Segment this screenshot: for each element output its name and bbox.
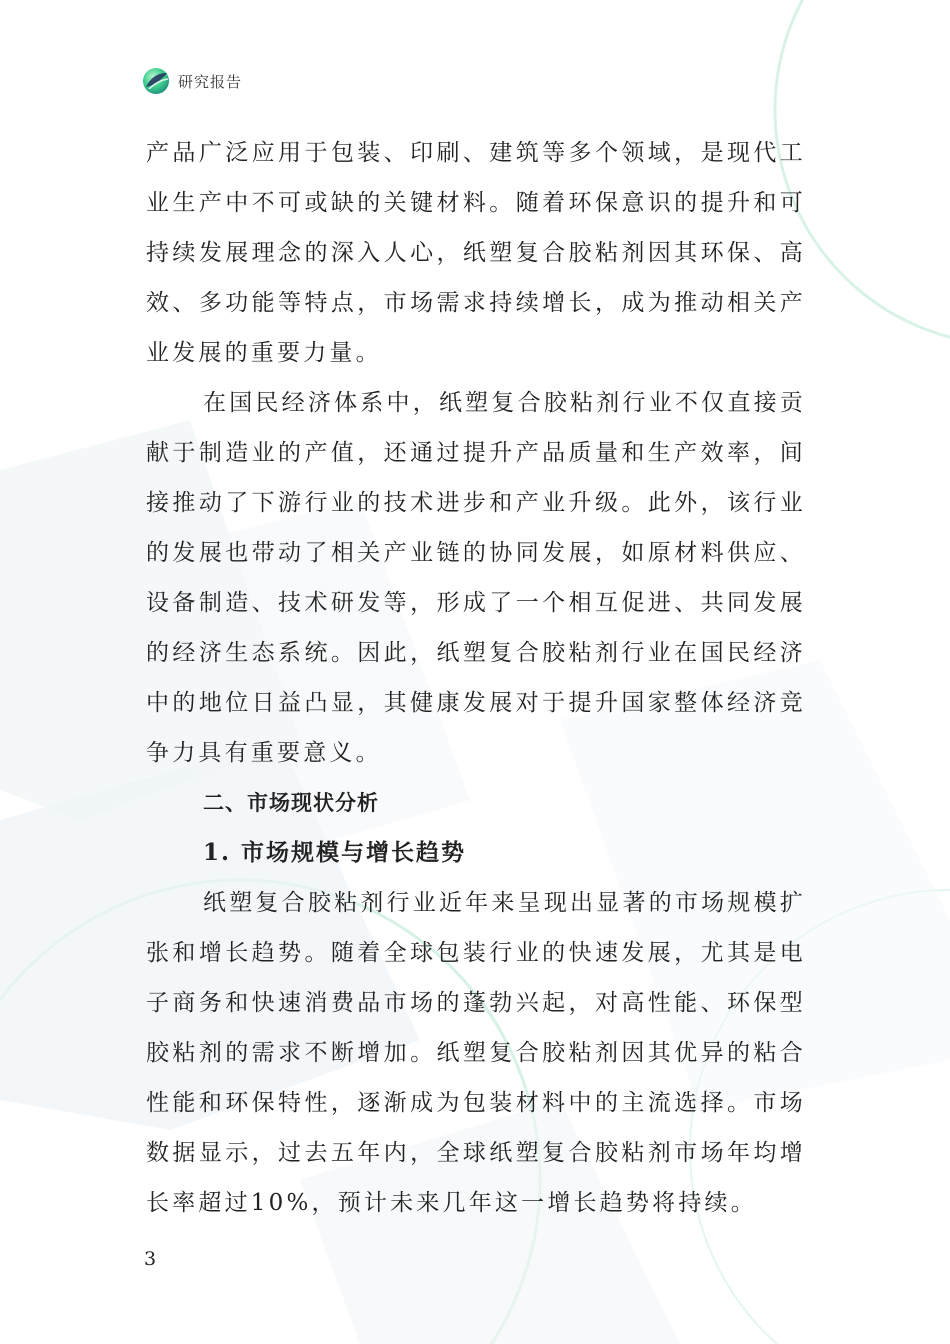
paragraph-market-size: 纸塑复合胶粘剂行业近年来呈现出显著的市场规模扩张和增长趋势。随着全球包装行业的快速发展，尤其是电子商务和快速消费品市场的蓬勃兴起，对高性能、环保型胶粘剂的需求不断增加。纸塑复合胶粘剂因其优异的粘合性能和环保特性，逐渐成为包装材料中的主流选择。市场数据显示，过去五年内，全球纸塑复合胶粘剂市场年均增长率超过10%，预计未来几年这一增长趋势将持续。 [146, 890, 806, 1216]
green-leaf-orb-logo-icon [142, 67, 170, 95]
section-heading: 二、市场现状分析 [203, 791, 379, 815]
page-number: 3 [144, 1248, 157, 1270]
paragraph-economy-role: 在国民经济体系中，纸塑复合胶粘剂行业不仅直接贡献于制造业的产值，还通过提升产品质量和生产效率，间接推动了下游行业的技术进步和产业升级。此外，该行业的发展也带动了相关产业链的协同发展，如原材料供应、设备制造、技术研发等，形成了一个相互促进、共同发展的经济生态系统。因此，纸塑复合胶粘剂行业在国民经济中的地位日益凸显，其健康发展对于提升国家整体经济竞争力具有重要意义。 [146, 390, 806, 766]
report-header [142, 66, 242, 96]
header-title: 研究报告 [178, 72, 243, 91]
document-body [146, 128, 806, 1228]
paragraph-continuation: 产品广泛应用于包装、印刷、建筑等多个领域，是现代工业生产中不可或缺的关键材料。随着环保意识的提升和可持续发展理念的深入人心，纸塑复合胶粘剂因其环保、高效、多功能等特点，市场需求持续增长，成为推动相关产业发展的重要力量。 [146, 140, 806, 366]
subsection-heading: 1. 市场规模与增长趋势 [203, 839, 467, 866]
